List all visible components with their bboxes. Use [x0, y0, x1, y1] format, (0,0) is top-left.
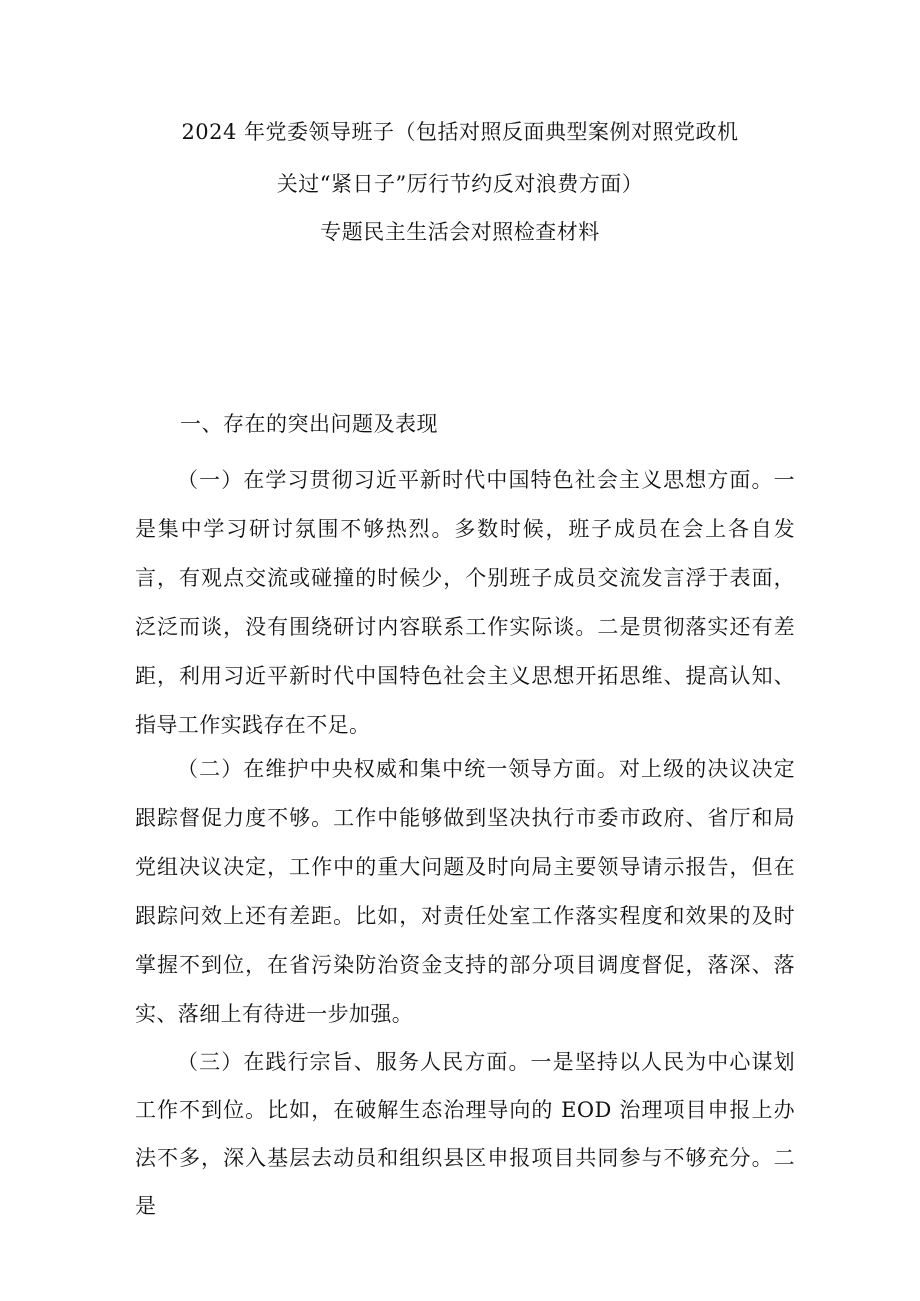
paragraph-3: [135, 1038, 795, 1230]
document-title-line-1: 2024 年党委领导班子（包括对照反面典型案例对照党政机: [181, 120, 739, 144]
section-heading: 一、存在的突出问题及表现: [180, 412, 438, 436]
paragraph-2-text: （二）在维护中央权威和集中统一领导方面。对上级的决议决定跟踪督促力度不够。工作中能够做到坚决执行市委市政府、省厅和局党组决议决定，工作中的重大问题及时向局主要领导请示报告，但在跟踪问效上还有差距。比如，对责任处室工作落实程度和效果的及时掌握不到位，在省污染防治资金支持的部分项目调度督促，落深、落实、落细上有待进一步加强。: [135, 757, 795, 1026]
paragraph-3-text: （三）在践行宗旨、服务人民方面。一是坚持以人民为中心谋划工作不到位。比如，在破解生态治理导向的 EOD 治理项目申报上办法不多，深入基层去动员和组织县区申报项目共同参与不够充分。二是: [135, 1050, 795, 1218]
document-title-line-2: 关过“紧日子”厉行节约反对浪费方面）: [276, 172, 644, 196]
paragraph-1-text: （一）在学习贯彻习近平新时代中国特色社会主义思想方面。一是集中学习研讨氛围不够热烈。多数时候，班子成员在会上各自发言，有观点交流或碰撞的时候少，个别班子成员交流发言浮于表面，泛泛而谈，没有围绕研讨内容联系工作实际谈。二是贯彻落实还有差距，利用习近平新时代中国特色社会主义思想开拓思维、提高认知、指导工作实践存在不足。: [135, 468, 795, 737]
paragraph-2: [135, 745, 795, 1039]
document-title-line-3: 专题民主生活会对照检查材料: [320, 220, 600, 244]
paragraph-1: [135, 456, 795, 750]
